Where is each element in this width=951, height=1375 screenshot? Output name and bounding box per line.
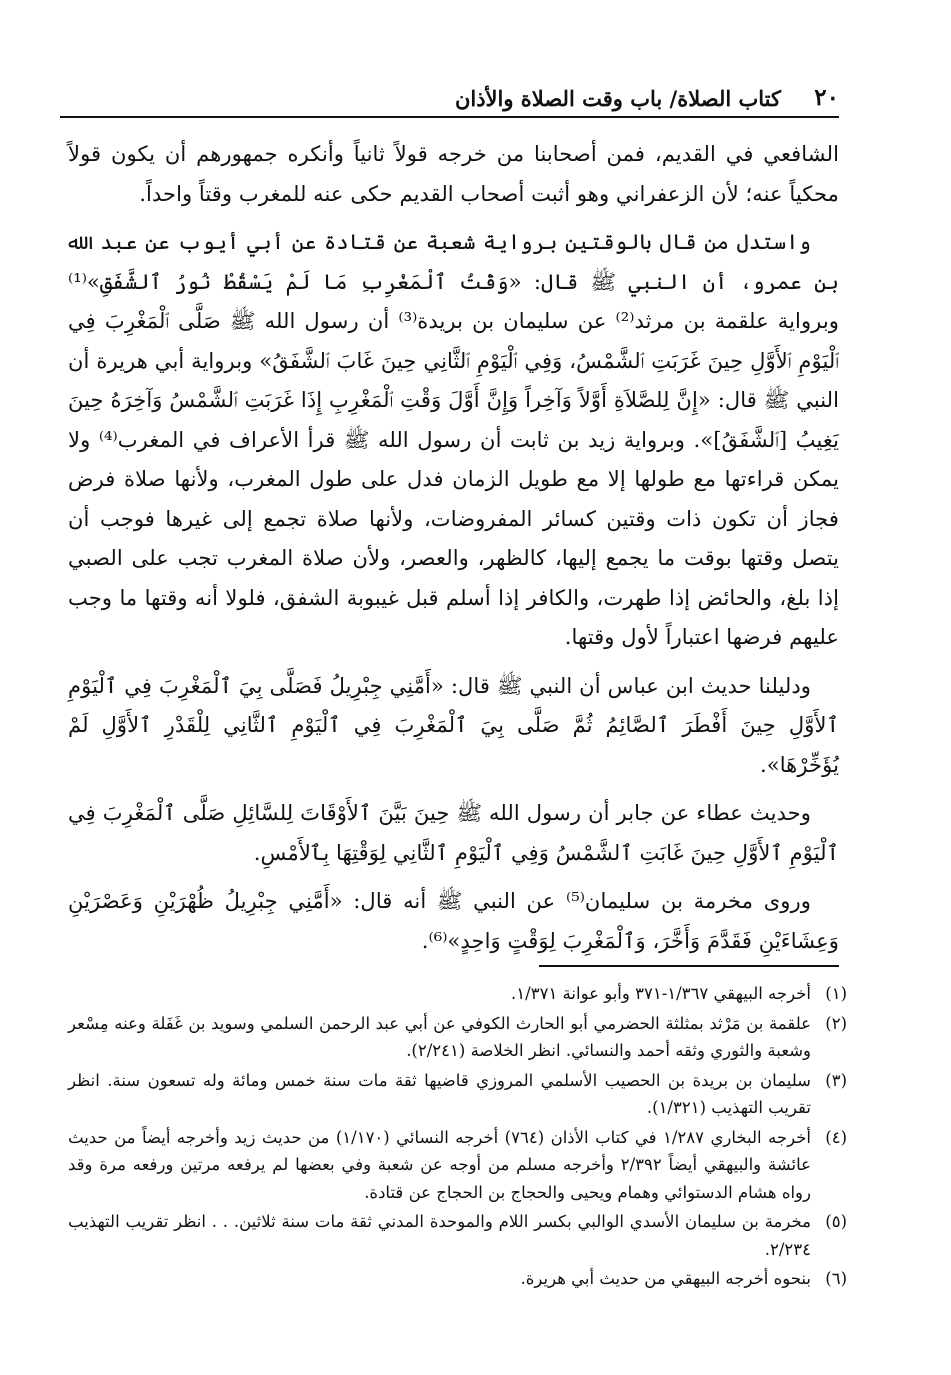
footnote-item [68, 1265, 847, 1293]
footnote-number: (٤) [825, 1127, 847, 1147]
footnote-item [68, 1208, 847, 1263]
footnote-number: (٦) [825, 1269, 847, 1288]
footnote-divider [539, 965, 839, 967]
main-text [68, 134, 839, 969]
paragraph: وروى مخرمة بن سليمان⁽⁵⁾ عن النبي ﷺ أنه قال: «أَمَّنِي جِبْرِيلُ ظُهْرَيْنِ وَعَصْرَيْنِ وَعِشَاءَيْنِ فَقَدَّمَ وَأَخَّرَ، وَٱلْمَغْرِبَ لِوَقْتٍ وَاحِدٍ»⁽⁶⁾. [68, 888, 839, 953]
footnote-number: (٥) [825, 1212, 847, 1231]
footnote-text: مخرمة بن سليمان الأسدي الوالبي بكسر اللام والموحدة المدني ثقة مات سنة ثلاثين. . . انظر تقريب التهذيب ٢/٢٣٤. [68, 1212, 811, 1259]
footnote-text: بنحوه أخرجه البيهقي من حديث أبي هريرة. [520, 1269, 811, 1288]
footnote-text: أخرجه البخاري ١/٢٨٧ في كتاب الأذان (٧٦٤) أخرجه النسائي (١/١٧٠) من حديث زيد وأخرجه أيضاً من حديث عائشة والبيهقي أيضاً ٢/٣٩٢ وأخرجه مسلم من أوجه عن شعبة وفي بعضها لم يرفعه مرتين ورفعه مرة وقد رواه هشام الدستوائي وهمام ويحيى والحجاج بن الحجاج عن قتادة. [68, 1127, 812, 1202]
paragraph: واستدل من قال بالوقتين برواية شعبة عن قتادة عن أبي أيوب عن عبد الله بن عمرو، أن النبي ﷺ قال: «وَقْتُ ٱلْمَغْرِبِ مَا لَمْ يَسْقُطْ نُورُ ٱلشَّفَقِ»⁽¹⁾ وبرواية علقمة بن مرثد⁽²⁾ عن سليمان بن بريدة⁽³⁾ أن رسول الله ﷺ صَلَّى ٱلْمَغْرِبَ فِي ٱلْيَوْمِ ٱلأَوَّلِ حِينَ غَرَبَتِ ٱلشَّمْسُ، وَفِي ٱلْيَوْمِ ٱلثَّانِي حِينَ غَابَ ٱلشَّفَقُ» وبرواية أبي هريرة أن النبي ﷺ قال: «إِنَّ لِلصَّلاَةِ أَوَّلاً وَآخِراً وَإِنَّ أَوَّلَ وَقْتِ ٱلْمَغْرِبِ إِذَا غَرَبَتِ ٱلشَّمْسُ وَآخِرَهُ حِينَ يَغِيبُ [ٱلشَّفَقُ]». وبرواية زيد بن ثابت أن رسول الله ﷺ قرأ الأعراف في المغرب⁽⁴⁾ ولا يمكن قراءتها مع طولها إلا مع طويل الزمان فدل على طول المغرب، ولأنها صلاة فرض فجاز أن تكون ذات وقتين كسائر المفروضات، ولأنها صلاة تجمع إلى غيرها فوجب أن يتصل وقتها بوقت ما يجمع إليها، كالظهر، والعصر، ولأن صلاة المغرب تجب على الصبي إذا بلغ، والحائض إذا طهرت، والكافر إذا أسلم قبل غيبوبة الشفق، فلولا أنه وقتها ما وجب عليهم فرضها اعتباراً لأول وقتها. [68, 229, 839, 649]
footnote-number: (١) [825, 984, 847, 1003]
footnote-number: (٣) [825, 1070, 847, 1090]
paragraph: الشافعي في القديم، فمن أصحابنا من خرجه قولاً ثانياً وأنكره جمهورهم أن يكون قولاً محكياً عنه؛ لأن الزعفراني وهو أثبت أصحاب القديم حكى عنه للمغرب وقتاً واحداً. [68, 141, 839, 206]
footnote-text: أخرجه البيهقي ١/٣٦٧-٣٧١ وأبو عوانة ١/٣٧١. [511, 984, 811, 1003]
footnote-item [68, 980, 847, 1008]
page-header [60, 82, 839, 118]
paragraph: وحديث عطاء عن جابر أن رسول الله ﷺ حِينَ بَيَّنَ ٱلأَوْقَاتَ لِلسَّائِلِ صَلَّى ٱلْمَغْرِبَ فِي ٱلْيَوْمِ ٱلأَوَّلِ حِينَ غَابَتِ ٱلشَّمْسُ وَفِي ٱلْيَوْمِ ٱلثَّانِي لِوَقْتِهَا بِٱلأَمْسِ. [68, 800, 839, 865]
footnote-item [68, 1067, 847, 1122]
footnote-number: (٢) [825, 1013, 847, 1033]
footnote-text: سليمان بن بريدة بن الحصيب الأسلمي المروزي قاضيها ثقة مات سنة خمس ومائة وله تسعون سنة. انظر تقريب التهذيب (١/٣٢١). [68, 1070, 811, 1117]
footnote-item [68, 1124, 847, 1207]
running-title: كتاب الصلاة/ باب وقت الصلاة والأذان [454, 86, 781, 111]
paragraph: ودليلنا حديث ابن عباس أن النبي ﷺ قال: «أَمَّنِي جِبْرِيلُ فَصَلَّى بِيَ ٱلْمَغْرِبَ فِي ٱلْيَوْمِ ٱلأَوَّلِ حِينَ أَفْطَرَ ٱلصَّائِمُ ثُمَّ صَلَّى بِيَ ٱلْمَغْرِبَ فِي ٱلْيَوْمِ ٱلثَّانِي لِلْقَدْرِ ٱلأَوَّلِ لَمْ يُؤَخِّرْهَا». [68, 672, 839, 777]
footnote-item [68, 1010, 847, 1065]
footnote-text: علقمة بن مَرْثد بمثلثة الحضرمي أبو الحارث الكوفي عن أبي عبد الرحمن السلمي وسويد بن غَفَلة وعنه مِسْعر وشعبة والثوري وثقه أحمد والنسائي. انظر الخلاصة (٢/٢٤١). [68, 1013, 811, 1060]
page-number: ٢٠ [814, 84, 839, 111]
footnotes [68, 980, 847, 1295]
